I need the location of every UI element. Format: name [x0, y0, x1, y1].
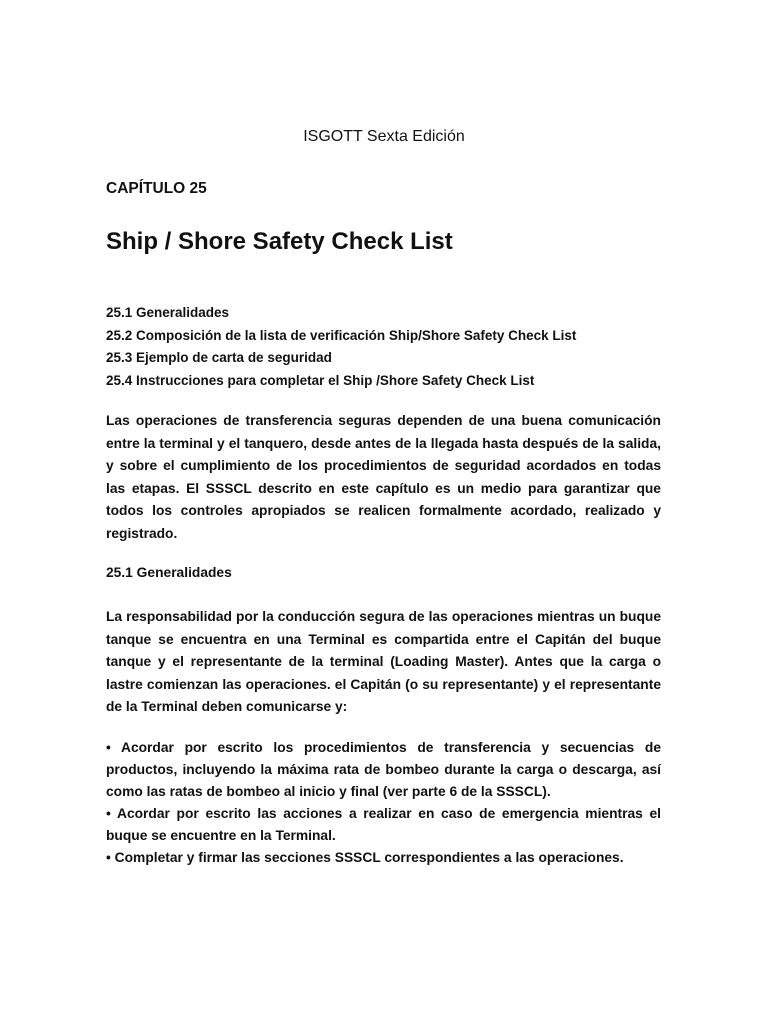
- bullet-item: • Acordar por escrito las acciones a realizar en caso de emergencia mientras el buque se encuentre en la Terminal.: [106, 806, 661, 843]
- bullet-item: • Acordar por escrito los procedimientos de transferencia y secuencias de productos, incluyendo la máxima rata de bombeo durante la carga o descarga, así como las ratas de bombeo al inicio y final (ver parte 6 de la SSSCL).: [106, 740, 661, 799]
- toc-item: 25.4 Instrucciones para completar el Ship /Shore Safety Check List: [106, 372, 535, 388]
- section-heading: 25.1 Generalidades: [106, 565, 232, 580]
- section-paragraph: La responsabilidad por la conducción segura de las operaciones mientras un buque tanque se encuentra en una Terminal es compartida entre el Capitán del buque tanque y el representante de la terminal (Loading Master). Antes que la carga o lastre comienzan las operaciones. el Capitán (o su representante) y el representante de la Terminal deben comunicarse y:: [106, 609, 661, 715]
- bullet-list: [106, 737, 661, 869]
- intro-paragraph: Las operaciones de transferencia seguras dependen de una buena comunicación entre la terminal y el tanquero, desde antes de la llegada hasta después de la salida, y sobre el cumplimiento de los procedimientos de seguridad acordados en todas las etapas. El SSSCL descrito en este capítulo es un medio para garantizar que todos los controles apropiados se realicen formalmente acordado, realizado y registrado.: [106, 413, 661, 541]
- toc-item: 25.3 Ejemplo de carta de seguridad: [106, 350, 332, 365]
- bullet-item: • Completar y firmar las secciones SSSCL correspondientes a las operaciones.: [106, 850, 624, 865]
- chapter-title: Ship / Shore Safety Check List: [106, 228, 453, 255]
- table-of-contents: [106, 302, 666, 392]
- toc-item: 25.1 Generalidades: [106, 305, 230, 320]
- chapter-label: CAPÍTULO 25: [106, 180, 207, 197]
- document-header: ISGOTT Sexta Edición: [303, 128, 465, 145]
- toc-item: 25.2 Composición de la lista de verificación Ship/Shore Safety Check List: [106, 327, 577, 343]
